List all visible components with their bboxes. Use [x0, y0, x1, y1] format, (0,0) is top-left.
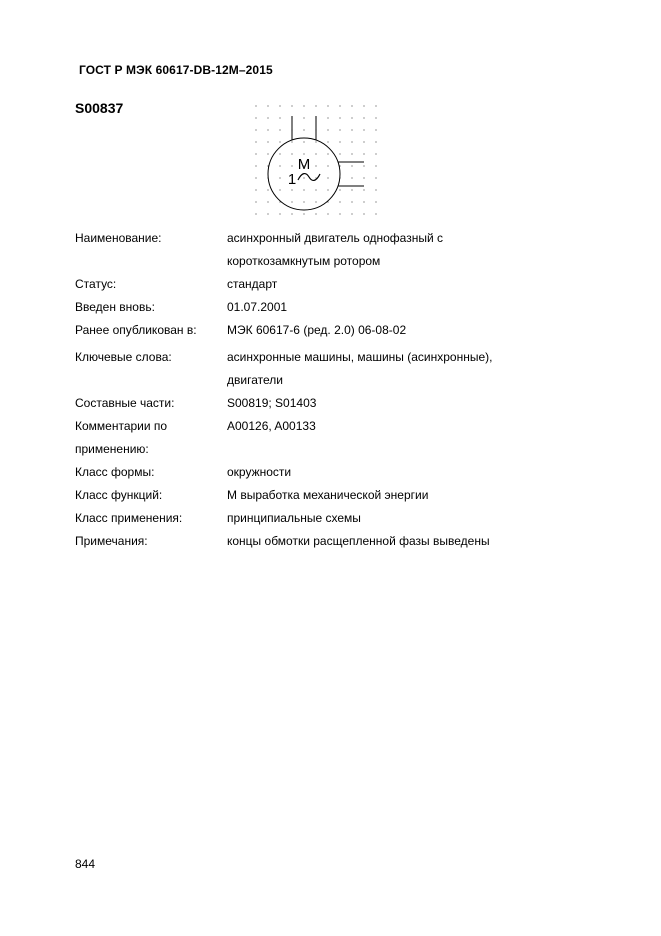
function-class-label: Класс функций: [75, 488, 163, 502]
grid-dot [255, 141, 256, 142]
grid-dot [375, 153, 376, 154]
row-comments [75, 415, 595, 461]
grid-dot [303, 189, 304, 190]
grid-dot [267, 189, 268, 190]
grid-dot [339, 117, 340, 118]
grid-dot [375, 213, 376, 214]
grid-dot [339, 129, 340, 130]
grid-dot [279, 117, 280, 118]
grid-dot [339, 213, 340, 214]
grid-dot [255, 165, 256, 166]
name-label: Наименование: [75, 231, 162, 245]
grid-dot [327, 165, 328, 166]
grid-dot [279, 165, 280, 166]
grid-dot [363, 177, 364, 178]
row-published [75, 319, 595, 342]
introduced-value: 01.07.2001 [227, 300, 288, 314]
name-value-line2: короткозамкнутым ротором [227, 254, 381, 268]
grid-dot [339, 201, 340, 202]
grid-dot [375, 117, 376, 118]
grid-dot [327, 141, 328, 142]
document-header: ГОСТ Р МЭК 60617-DB-12M–2015 [79, 63, 273, 77]
grid-dot [279, 213, 280, 214]
comments-label [75, 415, 227, 461]
grid-dot [363, 153, 364, 154]
grid-dot [267, 153, 268, 154]
grid-dot [363, 141, 364, 142]
grid-dot [327, 117, 328, 118]
grid-dot [303, 129, 304, 130]
parts-value: S00819; S01403 [227, 396, 317, 410]
grid-dot [351, 201, 352, 202]
grid-dot [327, 177, 328, 178]
grid-dot [315, 201, 316, 202]
keywords-value [227, 346, 595, 392]
symbol-code: S00837 [75, 100, 124, 116]
status-label: Статус: [75, 277, 117, 291]
grid-dot [255, 213, 256, 214]
grid-dot [279, 141, 280, 142]
grid-dot [291, 189, 292, 190]
row-function-class [75, 484, 595, 507]
row-introduced [75, 296, 595, 319]
grid-dot [267, 129, 268, 130]
grid-dot [279, 177, 280, 178]
row-notes [75, 530, 595, 553]
grid-dot [315, 105, 316, 106]
form-class-label: Класс формы: [75, 465, 155, 479]
name-value-line1: асинхронный двигатель однофазный с [227, 231, 444, 245]
grid-dot [339, 153, 340, 154]
grid-dot [375, 189, 376, 190]
grid-dot [255, 129, 256, 130]
grid-dot [279, 105, 280, 106]
grid-dot [267, 201, 268, 202]
grid-dot [375, 129, 376, 130]
row-status [75, 273, 595, 296]
grid-dot [315, 213, 316, 214]
row-form-class [75, 461, 595, 484]
grid-dot [303, 153, 304, 154]
grid-dot [351, 105, 352, 106]
grid-dot [303, 105, 304, 106]
keywords-value-line2: двигатели [227, 373, 283, 387]
grid-dot [315, 189, 316, 190]
application-class-label: Класс применения: [75, 511, 183, 525]
grid-dot [315, 153, 316, 154]
grid-dot [267, 105, 268, 106]
grid-dot [363, 201, 364, 202]
page-number: 844 [75, 857, 96, 871]
notes-value: концы обмотки расщепленной фазы выведены [227, 534, 490, 548]
grid-dot [303, 141, 304, 142]
grid-dot [327, 213, 328, 214]
grid-dot [327, 153, 328, 154]
grid-dot [363, 189, 364, 190]
grid-dot [375, 201, 376, 202]
grid-dot [339, 105, 340, 106]
grid-dot [255, 105, 256, 106]
grid-dot [279, 189, 280, 190]
grid-dot [255, 117, 256, 118]
grid-dot [363, 165, 364, 166]
comments-value: A00126, A00133 [227, 419, 316, 433]
application-class-value: принципиальные схемы [227, 511, 361, 525]
grid-dot [327, 129, 328, 130]
comments-label-line2: применению: [75, 442, 149, 456]
row-application-class [75, 507, 595, 530]
grid-dot [375, 141, 376, 142]
grid-dot [279, 153, 280, 154]
grid-dot [303, 213, 304, 214]
grid-dot [291, 213, 292, 214]
grid-dot [375, 165, 376, 166]
grid-dot [339, 141, 340, 142]
grid-dot [363, 117, 364, 118]
grid-dot [279, 129, 280, 130]
grid-dot [255, 189, 256, 190]
row-keywords [75, 346, 595, 392]
grid-dot [267, 117, 268, 118]
grid-dot [327, 189, 328, 190]
comments-label-line1: Комментарии по [75, 419, 168, 433]
status-value: стандарт [227, 277, 278, 291]
grid-dot [303, 201, 304, 202]
grid-dot [267, 141, 268, 142]
function-class-value: M выработка механической энергии [227, 488, 429, 502]
grid-dot [255, 201, 256, 202]
grid-dot [315, 165, 316, 166]
grid-dot [351, 117, 352, 118]
grid-dot [363, 213, 364, 214]
grid-dot [375, 105, 376, 106]
row-name [75, 227, 595, 273]
grid-dot [375, 177, 376, 178]
single-phase-motor-symbol-icon [250, 102, 382, 224]
notes-label: Примечания: [75, 534, 148, 548]
name-value [227, 227, 595, 273]
phase-count: 1 [287, 171, 297, 188]
grid-dot [291, 153, 292, 154]
grid-dot [363, 105, 364, 106]
grid-dot [291, 201, 292, 202]
grid-dot [363, 129, 364, 130]
grid-dot [303, 177, 304, 178]
grid-dot [351, 213, 352, 214]
grid-dot [351, 141, 352, 142]
grid-dot [351, 153, 352, 154]
motor-letter: M [297, 156, 311, 173]
grid-dot [291, 165, 292, 166]
keywords-value-line1: асинхронные машины, машины (асинхронные), [227, 350, 493, 364]
grid-dot [351, 129, 352, 130]
grid-dot [267, 213, 268, 214]
grid-dot [291, 105, 292, 106]
grid-dot [315, 141, 316, 142]
keywords-label: Ключевые слова: [75, 350, 172, 364]
grid-dot [351, 189, 352, 190]
grid-dot [255, 177, 256, 178]
introduced-label: Введен вновь: [75, 300, 155, 314]
alternating-current-icon [298, 174, 320, 181]
grid-dot [339, 189, 340, 190]
grid-dot [255, 153, 256, 154]
row-parts [75, 392, 595, 415]
symbol-properties [75, 227, 595, 553]
parts-label: Составные части: [75, 396, 175, 410]
published-label: Ранее опубликован в: [75, 323, 197, 337]
grid-dot [327, 105, 328, 106]
published-value: МЭК 60617-6 (ред. 2.0) 06-08-02 [227, 323, 407, 337]
form-class-value: окружности [227, 465, 292, 479]
grid-dot [351, 177, 352, 178]
grid-dot [351, 165, 352, 166]
grid-dot [303, 117, 304, 118]
grid-dot [291, 141, 292, 142]
